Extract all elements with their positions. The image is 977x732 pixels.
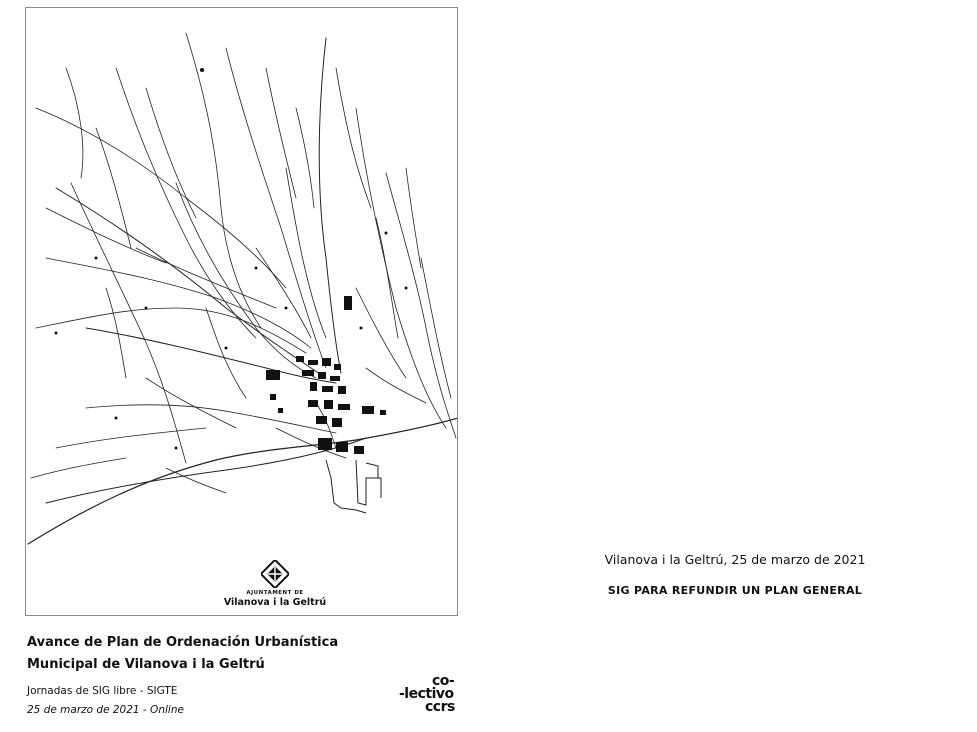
- municipal-map: [25, 7, 458, 616]
- document-title: Avance de Plan de Ordenación Urbanística Municipal de Vilanova i la Geltrú: [27, 635, 339, 672]
- presentation-date: Vilanova i la Geltrú, 25 de marzo de 2021: [604, 552, 866, 567]
- colectivo-ccrs-logo: [399, 675, 461, 714]
- road-network-map: [26, 8, 458, 616]
- brand-line-2: -lectivo: [399, 686, 454, 702]
- brand-line-3: ccrs: [425, 699, 455, 715]
- city-council-logo: [216, 560, 334, 608]
- logo-town-name: Vilanova i la Geltrú: [223, 597, 327, 608]
- presentation-title: SIG PARA REFUNDIR UN PLAN GENERAL: [607, 584, 863, 597]
- logo-small-text: AJUNTAMENT DE: [246, 590, 304, 596]
- council-emblem-icon: [261, 560, 289, 588]
- event-date: 25 de marzo de 2021 - Online: [27, 704, 184, 716]
- brand-line-1: co-: [432, 673, 455, 689]
- event-name: Jornadas de SIG libre - SIGTE: [27, 685, 178, 697]
